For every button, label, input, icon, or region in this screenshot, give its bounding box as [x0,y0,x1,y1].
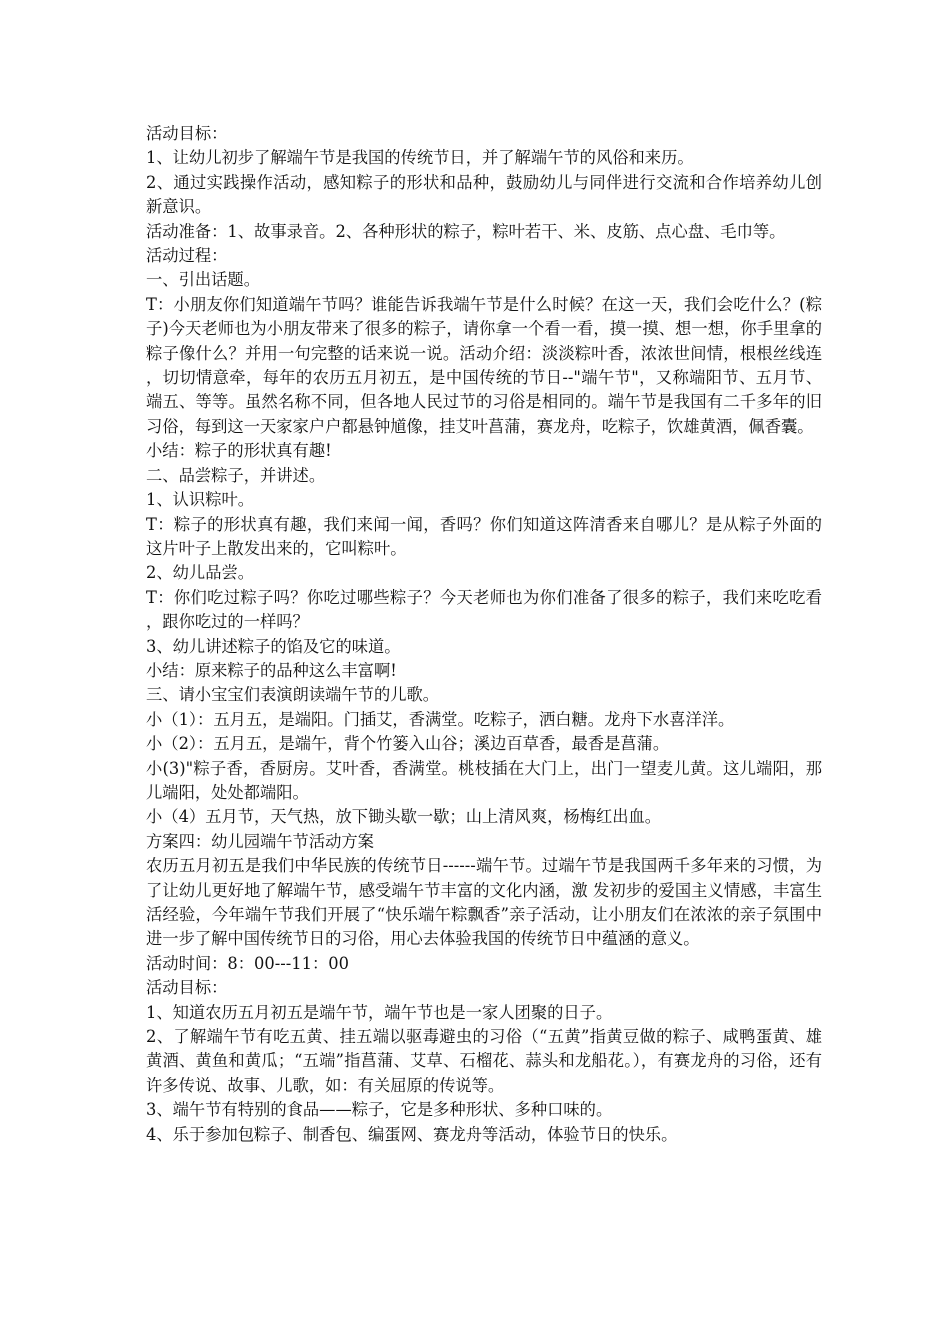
section-2-step-1-body: T：粽子的形状真有趣，我们来闻一闻，香吗？你们知道这阵清香来自哪儿？是从粽子外面的这片叶子上散发出来的，它叫粽叶。 [146,514,822,558]
section-1-title: 一、引出话题。 [146,270,260,290]
goal-2-item-2: 2、了解端午节有吃五黄、挂五端以驱毒避虫的习俗（“五黄”指黄豆做的粽子、咸鸭蛋黄、雄黄酒、黄鱼和黄瓜；“五端”指菖蒲、艾草、石榴花、蒜头和龙船花。），有赛龙舟的习俗，还有许多传说、故事、儿歌，如：有关屈原的传说等。 [146,1027,822,1095]
heading-activity-goals: 活动目标： [146,124,228,143]
heading-activity-goals-2: 活动目标： [146,978,228,998]
goal-2-item-1: 1、知道农历五月初五是端午节，端午节也是一家人团聚的日子。 [146,1002,613,1022]
activity-time: 活动时间：8：00---11：00 [146,953,349,973]
goal-2-item-4: 4、乐于参加包粽子、制香包、编蛋网、赛龙舟等活动，体验节日的快乐。 [146,1124,678,1144]
rhyme-2: 小（2）：五月五，是端午，背个竹篓入山谷；溪边百草香，最香是菖蒲。 [146,734,670,754]
heading-activity-process: 活动过程： [146,246,228,266]
activity-preparation: 活动准备：1、故事录音。2、各种形状的粽子，粽叶若干、米、皮筋、点心盘、毛巾等。 [146,221,786,241]
rhyme-1: 小（1）：五月五，是端阳。门插艾，香满堂。吃粽子，洒白糖。龙舟下水喜洋洋。 [146,709,735,729]
section-1-body: T：小朋友你们知道端午节吗？谁能告诉我端午节是什么时候？在这一天，我们会吃什么？(粽子)今天老师也为小朋友带来了很多的粽子，请你拿一个看一看，摸一摸、想一想，你手里拿的粽子像什么？并用一句完整的话来说一说。活动介绍：淡淡粽叶香，浓浓世间情，根根丝线连，切切情意牵，每年的农历五月初五，是中国传统的节日--"端午节"，又称端阳节、五月节、端五、等等。虽然名称不同，但各地人民过节的习俗是相同的。端午节是我国有二千多年的旧习俗，每到这一天家家户户都悬钟馗像，挂艾叶菖蒲，赛龙舟，吃粽子，饮雄黄酒，佩香囊。 [146,294,822,436]
rhyme-3: 小(3)"粽子香，香厨房。艾叶香，香满堂。桃枝插在大门上，出门一望麦儿黄。这儿端阳，那儿端阳，处处都端阳。 [146,758,822,802]
plan-4-intro: 农历五月初五是我们中华民族的传统节日------端午节。过端午节是我国两千多年来的习惯，为了让幼儿更好地了解端午节，感受端午节丰富的文化内涵，激 发初步的爱国主义情感，丰富生活经验，今年端午节我们开展了“快乐端午粽飘香”亲子活动，让小朋友们在浓浓的亲子氛围中进一步了解中国传统节日的习俗，用心去体验我国的传统节日中蕴涵的意义。 [146,856,822,949]
rhyme-4: 小（4）五月节，天气热，放下锄头歇一歇；山上清风爽，杨梅红出血。 [146,807,662,827]
section-2-step-3: 3、幼儿讲述粽子的馅及它的味道。 [146,636,401,656]
section-3-title: 三、请小宝宝们表演朗读端午节的儿歌。 [146,685,440,705]
document-page [146,122,822,1147]
section-2-title: 二、品尝粽子，并讲述。 [146,465,326,485]
section-2-step-2-body: T：你们吃过粽子吗？你吃过哪些粽子？今天老师也为你们准备了很多的粽子，我们来吃吃看，跟你吃过的一样吗？ [146,587,822,632]
goal-2-item-3: 3、端午节有特别的食品——粽子，它是多种形状、多种口味的。 [146,1100,613,1120]
section-1-summary: 小结：粽子的形状真有趣! [146,441,332,461]
goal-item-2: 2、通过实践操作活动，感知粽子的形状和品种，鼓励幼儿与同伴进行交流和合作培养幼儿创新意识。 [146,172,822,217]
goal-item-1: 1、让幼儿初步了解端午节是我国的传统节日，并了解端午节的风俗和来历。 [146,148,694,168]
section-2-step-1: 1、认识粽叶。 [146,490,255,510]
plan-4-title: 方案四：幼儿园端午节活动方案 [146,831,374,851]
section-2-step-2: 2、幼儿品尝。 [146,563,255,583]
section-2-summary: 小结：原来粽子的品种这么丰富啊! [146,660,397,680]
